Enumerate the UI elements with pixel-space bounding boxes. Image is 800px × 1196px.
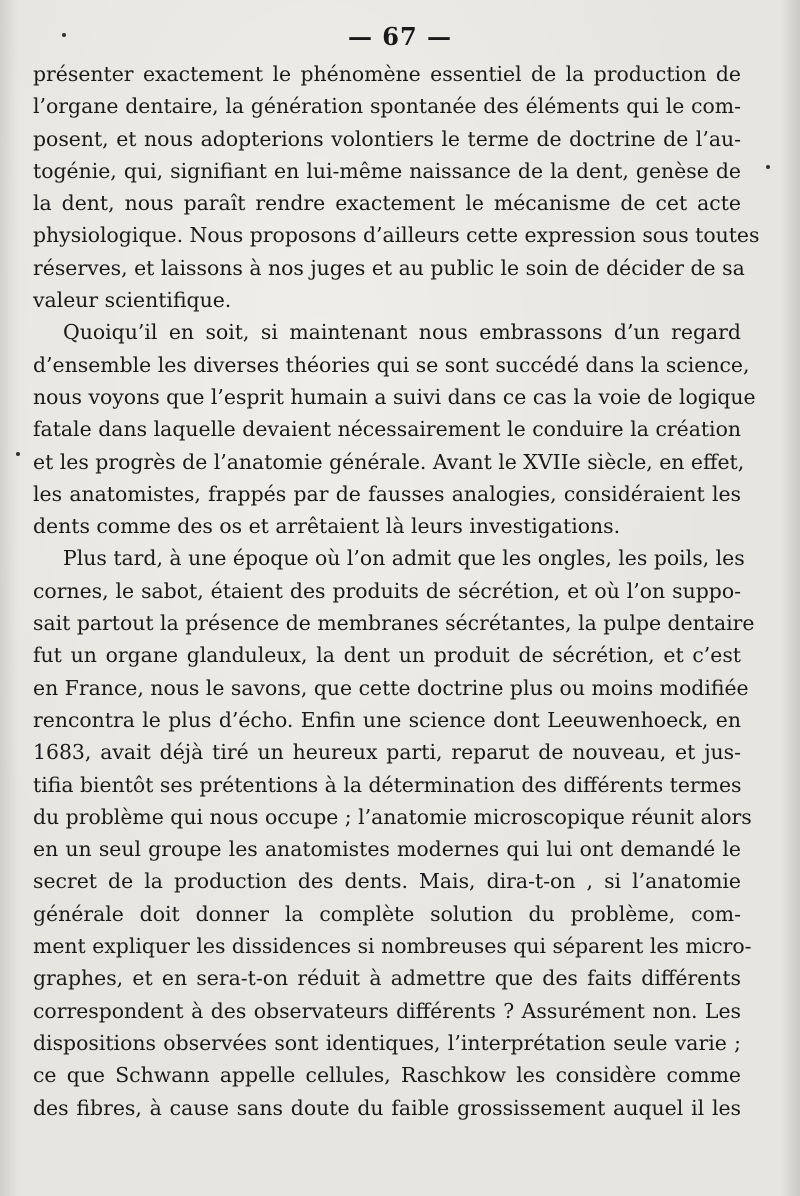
text-line: Plus tard, à une époque où l’on admit que les ongles, les poils, les [63, 546, 745, 571]
page-number: — 67 — [347, 22, 453, 51]
text-line: fut un organe glanduleux, la dent un produit de sécrétion, et c’est [33, 643, 741, 668]
text-line: ment expliquer les dissidences si nombreuses qui séparent les micro- [33, 934, 752, 959]
text-line: Quoiqu’il en soit, si maintenant nous embrassons d’un regard [63, 320, 741, 345]
text-line: et les progrès de l’anatomie générale. Avant le XVIIe siècle, en effet, [33, 449, 745, 474]
text-line: d’ensemble les diverses théories qui se sont succédé dans la science, [33, 352, 750, 377]
text-line: présenter exactement le phénomène essentiel de la production de [33, 62, 741, 86]
text-line: générale doit donner la complète solution du problème, com- [33, 901, 741, 926]
text-line: ce que Schwann appelle cellules, Raschkow les considère comme [33, 1063, 741, 1088]
text-line: rencontra le plus d’écho. Enfin une science dont Leeuwenhoeck, en [33, 707, 741, 732]
ink-speck [766, 165, 770, 169]
text-line: dispositions observées sont identiques, l’interprétation seule varie ; [33, 1030, 741, 1055]
text-line: en France, nous le savons, que cette doctrine plus ou moins modifiée [33, 675, 749, 700]
ink-speck [62, 33, 66, 37]
text-line: 1683, avait déjà tiré un heureux parti, reparut de nouveau, et jus- [33, 740, 741, 765]
text-line: correspondent à des observateurs différents ? Assurément non. Les [33, 998, 741, 1023]
text-line: des fibres, à cause sans doute du faible grossissement auquel il les [33, 1095, 741, 1120]
text-line: posent, et nous adopterions volontiers le terme de doctrine de l’au- [33, 126, 741, 151]
text-line: physiologique. Nous proposons d’ailleurs cette expression sous toutes [33, 223, 760, 248]
ink-speck [16, 452, 20, 456]
text-line: graphes, et en sera-t-on réduit à admettre que des faits différents [33, 966, 741, 991]
text-line: sait partout la présence de membranes sécrétantes, la pulpe dentaire [33, 611, 755, 636]
text-line: fatale dans laquelle devaient nécessairement le conduire la création [33, 417, 741, 442]
text-line: nous voyons que l’esprit humain a suivi dans ce cas la voie de logique [33, 384, 756, 409]
text-line: les anatomistes, frappés par de fausses analogies, considéraient les [33, 481, 741, 506]
text-line: valeur scientifique. [33, 288, 232, 313]
text-line: réserves, et laissons à nos juges et au public le soin de décider de sa [33, 255, 745, 280]
text-line: togénie, qui, signifiant en lui-même naissance de la dent, genèse de [33, 158, 741, 183]
text-line: du problème qui nous occupe ; l’anatomie microscopique réunit alors [33, 804, 752, 829]
text-line: cornes, le sabot, étaient des produits de sécrétion, et où l’on suppo- [33, 578, 741, 603]
text-line: l’organe dentaire, la génération spontanée des éléments qui le com- [33, 94, 741, 119]
body-text [33, 58, 760, 1124]
text-line: en un seul groupe les anatomistes modernes qui lui ont demandé le [33, 837, 741, 862]
text-line: la dent, nous paraît rendre exactement le mécanisme de cet acte [33, 191, 741, 216]
text-line: tifia bientôt ses prétentions à la détermination des différents termes [33, 772, 742, 797]
text-line: secret de la production des dents. Mais, dira-t-on , si l’anatomie [33, 869, 741, 894]
text-line: dents comme des os et arrêtaient là leurs investigations. [33, 514, 621, 539]
